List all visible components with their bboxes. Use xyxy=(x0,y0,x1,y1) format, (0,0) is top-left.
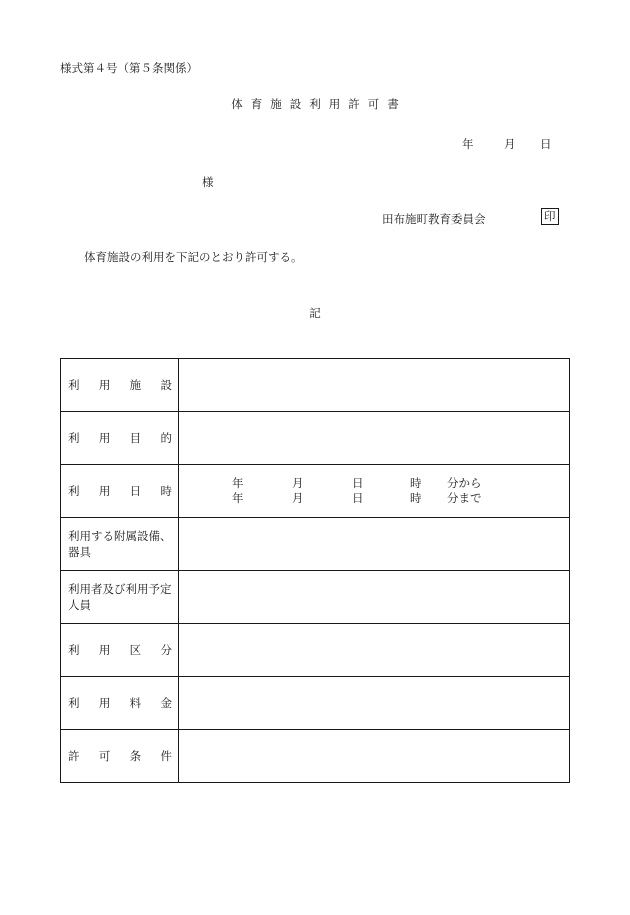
ki-heading: 記 xyxy=(309,306,321,320)
purpose-field[interactable] xyxy=(179,412,570,465)
table-row xyxy=(61,518,570,571)
label-char: 目 xyxy=(129,431,142,445)
date-year: 年 xyxy=(462,137,474,151)
label-char: 条 xyxy=(129,749,142,763)
title-char: 書 xyxy=(387,97,399,111)
label-char: 利 xyxy=(68,378,80,392)
from-minute: 分から xyxy=(447,476,482,490)
from-month: 月 xyxy=(292,476,304,490)
to-hour: 時 xyxy=(410,491,422,505)
label-char: 時 xyxy=(160,484,172,498)
permission-statement: 体育施設の利用を下記のとおり許可する。 xyxy=(84,250,303,264)
label-char: 用 xyxy=(98,378,111,392)
row-label-purpose xyxy=(61,412,179,465)
label-char: 件 xyxy=(160,749,172,763)
addressee-suffix: 様 xyxy=(202,175,214,189)
label-char: 施 xyxy=(129,378,142,392)
datetime-field[interactable] xyxy=(179,465,570,518)
label-char: 利 xyxy=(68,696,80,710)
table-row xyxy=(61,412,570,465)
row-label-category xyxy=(61,624,179,677)
label-char: 料 xyxy=(129,696,142,710)
table-row xyxy=(61,730,570,783)
datetime-to-line xyxy=(179,491,569,506)
title-char: 許 xyxy=(348,97,360,111)
users-field[interactable] xyxy=(179,571,570,624)
datetime-from-line xyxy=(179,476,569,491)
equipment-field[interactable] xyxy=(179,518,570,571)
facility-field[interactable] xyxy=(179,359,570,412)
row-label-users xyxy=(61,571,179,624)
label-char: 可 xyxy=(98,749,111,763)
to-day: 日 xyxy=(352,491,364,505)
date-day: 日 xyxy=(540,137,552,151)
title-char: 育 xyxy=(250,97,263,111)
label-char: 利 xyxy=(68,484,80,498)
title-char: 用 xyxy=(328,97,341,111)
users-label-text: 利用者及び利用予定人員 xyxy=(68,582,172,612)
table-row xyxy=(61,465,570,518)
title-char: 体 xyxy=(231,97,243,111)
title-char: 施 xyxy=(270,97,282,111)
label-char: 許 xyxy=(68,749,80,763)
row-label-equipment xyxy=(61,518,179,571)
label-char: 用 xyxy=(98,696,111,710)
equipment-label-text: 利用する附属設備、器具 xyxy=(68,529,172,559)
label-char: 設 xyxy=(160,378,172,392)
form-number: 様式第４号（第５条関係） xyxy=(60,61,198,75)
row-label-fee xyxy=(61,677,179,730)
label-char: 的 xyxy=(160,431,172,445)
issue-date xyxy=(462,136,552,152)
row-label-conditions xyxy=(61,730,179,783)
title-char: 可 xyxy=(367,97,380,111)
from-year: 年 xyxy=(232,476,244,490)
to-month: 月 xyxy=(292,491,304,505)
table-row xyxy=(61,571,570,624)
document-title xyxy=(0,96,630,112)
title-char: 設 xyxy=(289,97,302,111)
to-minute: 分まで xyxy=(447,491,482,505)
from-hour: 時 xyxy=(410,476,422,490)
seal-mark: 印 xyxy=(541,208,559,225)
label-char: 利 xyxy=(68,643,80,657)
label-char: 用 xyxy=(98,431,111,445)
permit-table xyxy=(60,358,570,783)
issuer-name: 田布施町教育委員会 xyxy=(382,212,486,226)
label-char: 金 xyxy=(160,696,172,710)
table-row xyxy=(61,677,570,730)
label-char: 日 xyxy=(129,484,142,498)
from-day: 日 xyxy=(352,476,364,490)
category-field[interactable] xyxy=(179,624,570,677)
fee-field[interactable] xyxy=(179,677,570,730)
label-char: 分 xyxy=(160,643,172,657)
row-label-datetime xyxy=(61,465,179,518)
label-char: 利 xyxy=(68,431,80,445)
label-char: 用 xyxy=(98,484,111,498)
conditions-field[interactable] xyxy=(179,730,570,783)
title-char: 利 xyxy=(309,97,321,111)
table-row xyxy=(61,624,570,677)
table-row xyxy=(61,359,570,412)
label-char: 区 xyxy=(129,643,142,657)
label-char: 用 xyxy=(98,643,111,657)
date-month: 月 xyxy=(504,137,516,151)
row-label-facility xyxy=(61,359,179,412)
to-year: 年 xyxy=(232,491,244,505)
